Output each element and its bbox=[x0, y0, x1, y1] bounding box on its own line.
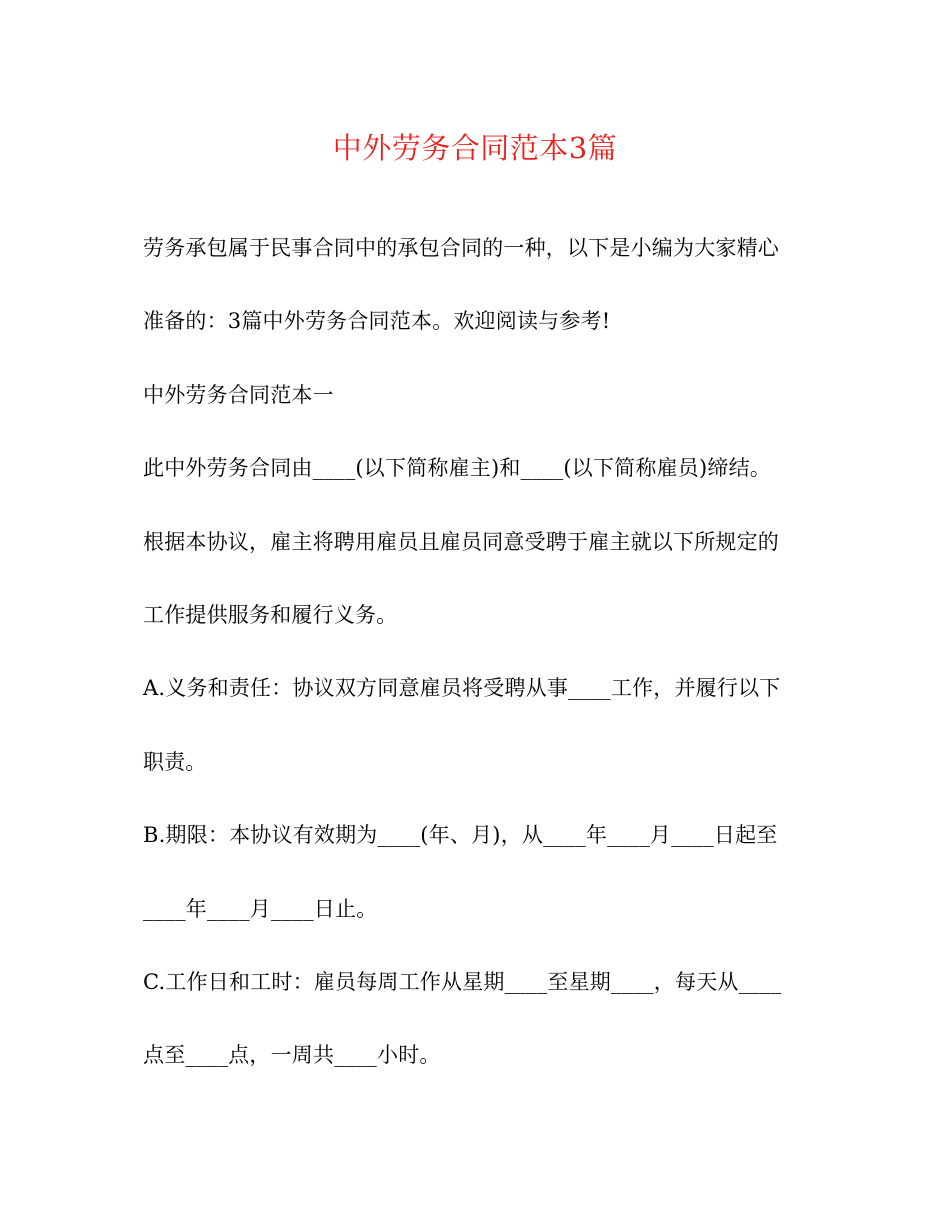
clause-c-line-2: 点至____点，一周共____小时。 bbox=[143, 1043, 441, 1068]
clause-c-line-1: C.工作日和工时：雇员每周工作从星期____至星期____，每天从____ bbox=[143, 969, 782, 994]
intro-line-1: 劳务承包属于民事合同中的承包合同的一种，以下是小编为大家精心 bbox=[143, 236, 779, 260]
agreement-line-2: 工作提供服务和履行义务。 bbox=[143, 602, 398, 627]
document-body bbox=[143, 212, 823, 1093]
intro-line-2: 准备的：3篇中外劳务合同范本。欢迎阅读与参考! bbox=[143, 309, 611, 334]
section-heading: 中外劳务合同范本一 bbox=[143, 382, 334, 407]
clause-a-line-2: 职责。 bbox=[143, 749, 207, 774]
clause-a-line-1: A.义务和责任：协议双方同意雇员将受聘从事____工作，并履行以下 bbox=[143, 676, 781, 701]
contract-parties-line: 此中外劳务合同由____(以下简称雇主)和____(以下简称雇员)缔结。 bbox=[143, 456, 771, 481]
agreement-line-1: 根据本协议，雇主将聘用雇员且雇员同意受聘于雇主就以下所规定的 bbox=[143, 529, 779, 554]
document-title: 中外劳务合同范本3篇 bbox=[332, 131, 618, 165]
clause-b-line-1: B.期限：本协议有效期为____(年、月)，从____年____月____日起至 bbox=[143, 823, 778, 848]
clause-b-line-2: ____年____月____日止。 bbox=[143, 896, 378, 921]
